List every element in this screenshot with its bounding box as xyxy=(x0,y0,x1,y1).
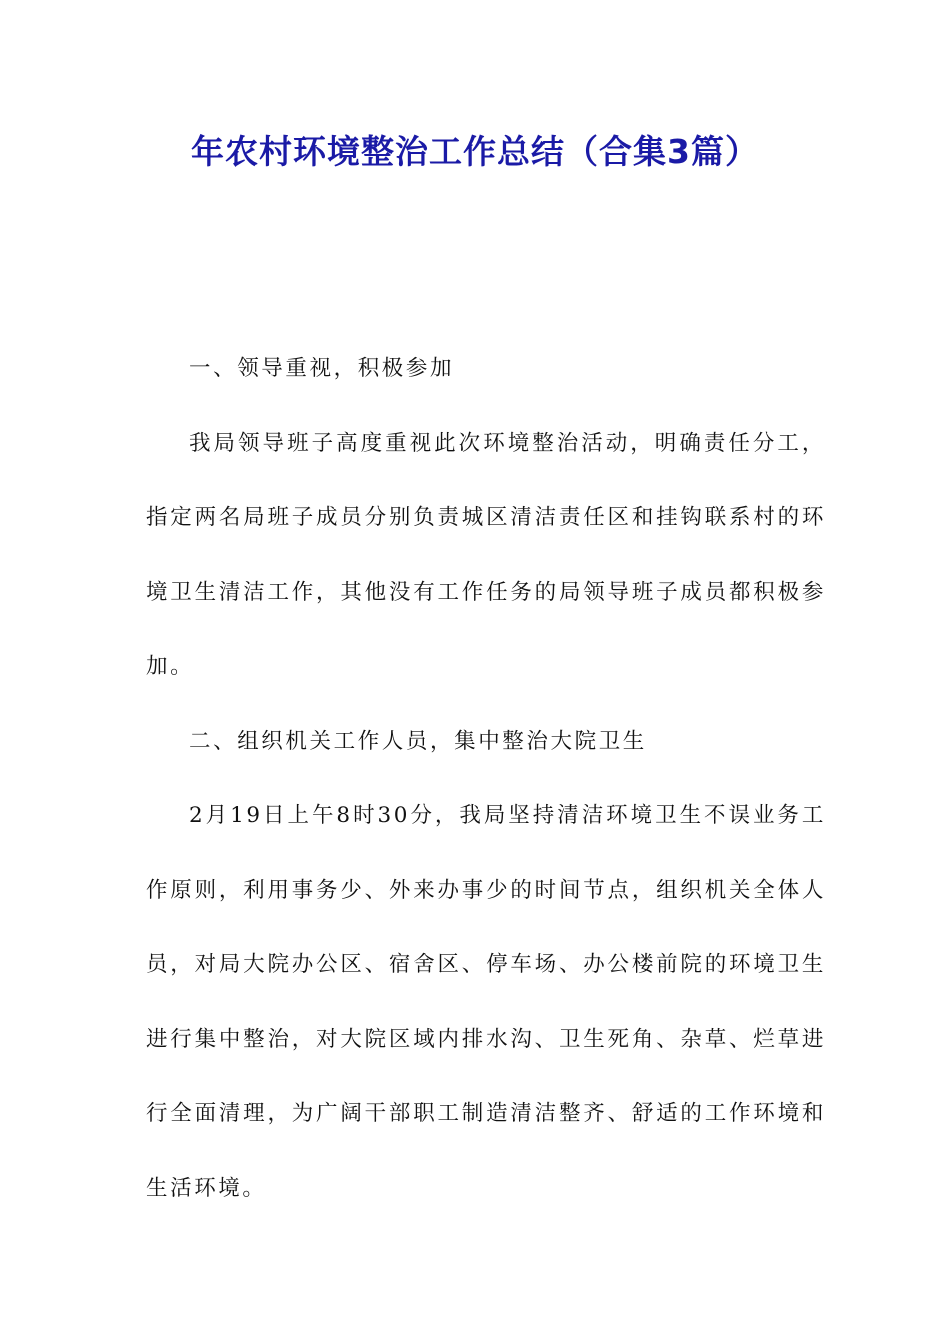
section-heading-2: 二、组织机关工作人员，集中整治大院卫生 xyxy=(189,728,647,754)
document-title: 年农村环境整治工作总结（合集3篇） xyxy=(191,132,759,171)
paragraph-2: 2月19日上午8时30分，我局坚持清洁环境卫生不误业务工作原则，利用事务少、外来办事少的时间节点，组织机关全体人员，对局大院办公区、宿舍区、停车场、办公楼前院的环境卫生进行集中整治，对大院区域内排水沟、卫生死角、杂草、烂草进行全面清理，为广阔干部职工制造清洁整齐、舒适的工作环境和生活环境。 xyxy=(146,803,826,1201)
paragraph-1: 我局领导班子高度重视此次环境整治活动，明确责任分工，指定两名局班子成员分别负责城区清洁责任区和挂钩联系村的环境卫生清洁工作，其他没有工作任务的局领导班子成员都积极参加。 xyxy=(146,430,826,679)
document-body xyxy=(146,332,826,1226)
section-heading-1: 一、领导重视，积极参加 xyxy=(189,356,455,381)
